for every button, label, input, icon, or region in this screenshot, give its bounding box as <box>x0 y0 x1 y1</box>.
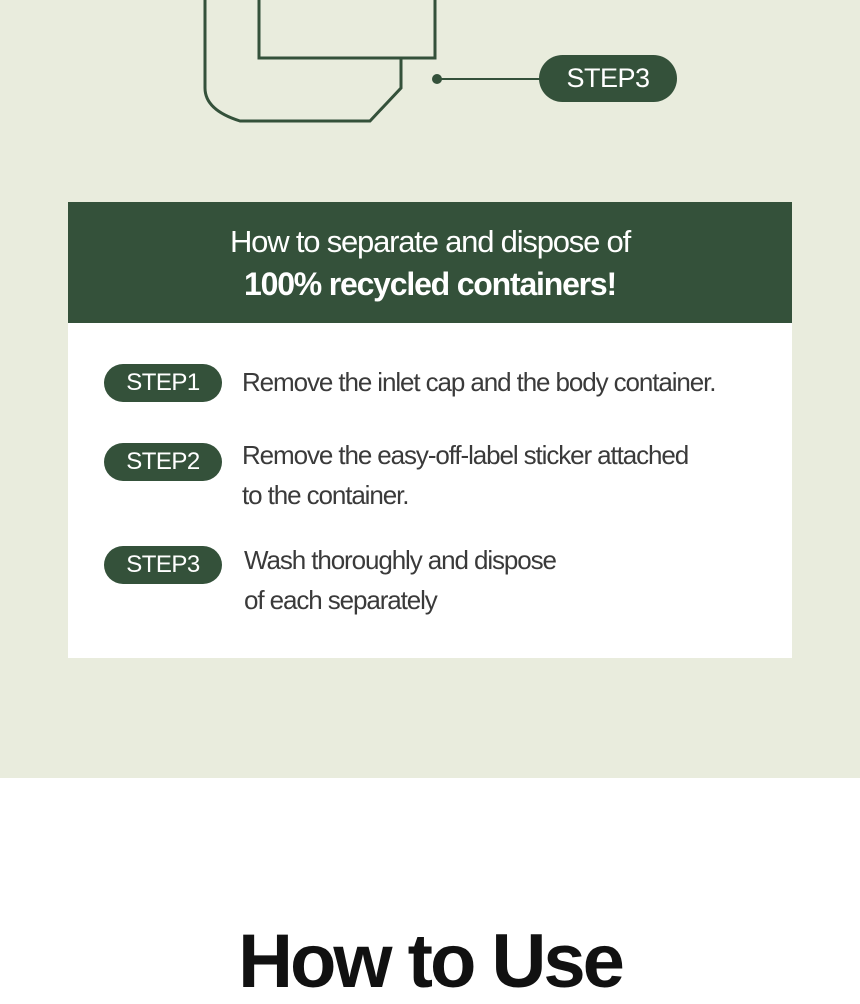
container-body-outline <box>205 0 401 121</box>
step2-text <box>242 435 772 515</box>
step1-badge: STEP1 <box>104 364 222 402</box>
step3-text <box>244 540 774 620</box>
step2-text-line1: Remove the easy-off-label sticker attached <box>242 440 689 470</box>
card-header <box>68 202 792 323</box>
step3-callout-badge: STEP3 <box>539 55 677 102</box>
card-title-line2: 100% recycled containers! <box>244 266 616 302</box>
container-illustration <box>0 0 860 140</box>
card-title-line1: How to separate and dispose of <box>230 224 630 259</box>
container-cap-outline <box>259 0 435 58</box>
step2-text-line2: to the container. <box>242 480 409 510</box>
step1-text-line1: Remove the inlet cap and the body container. <box>242 367 716 397</box>
step2-badge: STEP2 <box>104 443 222 481</box>
step1-text <box>242 362 772 402</box>
how-to-use-heading: How to Use <box>238 919 622 1004</box>
step3-badge: STEP3 <box>104 546 222 584</box>
disposal-guide-card <box>68 202 792 658</box>
step3-text-line1: Wash thoroughly and dispose <box>244 545 556 575</box>
step3-text-line2: of each separately <box>244 585 437 615</box>
